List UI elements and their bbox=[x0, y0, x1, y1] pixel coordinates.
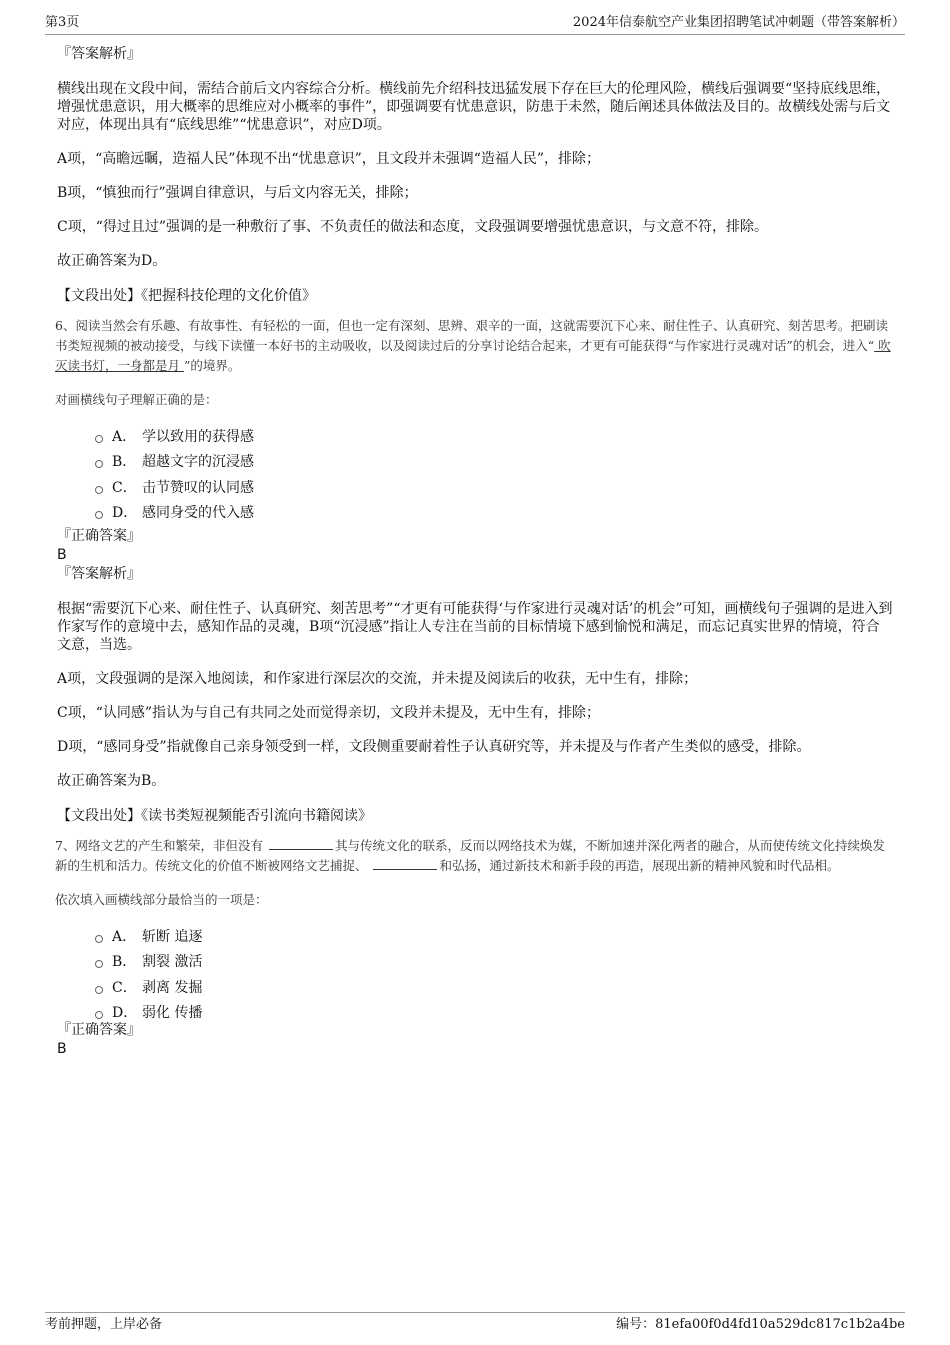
radio-icon[interactable] bbox=[95, 460, 103, 468]
question-7-options bbox=[95, 924, 893, 1026]
correct-answer: B bbox=[57, 547, 67, 563]
passage-source: 【文段出处】《把握科技伦理的文化价值》 bbox=[57, 288, 316, 304]
option-b[interactable]: B． 超越文字的沉浸感 bbox=[95, 450, 893, 476]
analysis-conclusion: 故正确答案为B。 bbox=[57, 773, 166, 789]
passage-source: 【文段出处】《读书类短视频能否引流向书籍阅读》 bbox=[57, 808, 372, 824]
radio-icon[interactable] bbox=[95, 435, 103, 443]
option-a[interactable]: A． 斩断 追逐 bbox=[95, 924, 893, 950]
footer-slogan: 考前押题，上岸必备 bbox=[45, 1317, 163, 1332]
page-header bbox=[45, 12, 905, 35]
question-6-options bbox=[95, 424, 893, 526]
analysis-heading: 『答案解析』 bbox=[57, 46, 141, 62]
underlined-sentence: 吹灭读书灯，一身都是月 bbox=[55, 338, 891, 373]
analysis-option-d: D项，“感同身受”指就像自己亲身领受到一样，文段侧重要耐着性子认真研究等，并未提及与作者产生类似的感受，排除。 bbox=[57, 739, 811, 755]
fill-blank-2 bbox=[373, 857, 437, 870]
analysis-option-c: C项，“得过且过”强调的是一种敷衍了事、不负责任的做法和态度，文段强调要增强忧患意识，与文意不符，排除。 bbox=[57, 219, 769, 235]
document-id: 编号：81efa00f0d4fd10a529dc817c1b2a4be bbox=[616, 1317, 905, 1332]
radio-icon[interactable] bbox=[95, 960, 103, 968]
question-7-stem: 7、网络文艺的产生和繁荣，非但没有 其与传统文化的联系，反而以网络技术为媒，不断加速并深化两者的融合，从而使传统文化持续焕发新的生机和活力。传统文化的价值不断被网络文艺捕捉、 和弘扬，通过新技术和新手段的再造，展现出新的精神风貌和时代品相。 bbox=[55, 838, 885, 873]
option-d[interactable]: D． 弱化 传播 bbox=[95, 1001, 893, 1027]
radio-icon[interactable] bbox=[95, 486, 103, 494]
option-b[interactable]: B． 割裂 激活 bbox=[95, 950, 893, 976]
page-content bbox=[57, 44, 893, 1058]
correct-answer-heading: 『正确答案』 bbox=[57, 1022, 141, 1038]
analysis-option-a: A项，文段强调的是深入地阅读，和作家进行深层次的交流，并未提及阅读后的收获，无中生有，排除； bbox=[57, 671, 698, 687]
document-title: 2024年信泰航空产业集团招聘笔试冲刺题（带答案解析） bbox=[572, 15, 905, 30]
radio-icon[interactable] bbox=[95, 935, 103, 943]
radio-icon[interactable] bbox=[95, 511, 103, 519]
question-7-prompt: 依次填入画横线部分最恰当的一项是： bbox=[55, 892, 268, 907]
option-a[interactable]: A． 学以致用的获得感 bbox=[95, 424, 893, 450]
page-number: 第3页 bbox=[45, 15, 80, 30]
analysis-paragraph: 根据“需要沉下心来、耐住性子、认真研究、刻苦思考”“才更有可能获得‘与作家进行灵魂对话’的机会”可知，画横线句子强调的是进入到作家写作的意境中去，感知作品的灵魂，B项“沉浸感”指让人专注在当前的目标情境下感到愉悦和满足，而忘记真实世界的情境，符合文意，当选。 bbox=[57, 601, 893, 653]
radio-icon[interactable] bbox=[95, 1011, 103, 1019]
analysis-option-b: B项，“慎独而行”强调自律意识，与后文内容无关，排除； bbox=[57, 185, 418, 201]
option-c[interactable]: C． 剥离 发掘 bbox=[95, 975, 893, 1001]
fill-blank-1 bbox=[269, 837, 333, 850]
option-d[interactable]: D． 感同身受的代入感 bbox=[95, 501, 893, 527]
option-c[interactable]: C． 击节赞叹的认同感 bbox=[95, 475, 893, 501]
correct-answer-heading: 『正确答案』 bbox=[57, 528, 141, 544]
analysis-option-c: C项，“认同感”指认为与自己有共同之处而觉得亲切，文段并未提及，无中生有，排除； bbox=[57, 705, 601, 721]
question-6-stem: 6、阅读当然会有乐趣、有故事性、有轻松的一面，但也一定有深刻、思辨、艰辛的一面，这就需要沉下心来、耐住性子、认真研究、刻苦思考。把刷读书类短视频的被动接受，与线下读懂一本好书的主动吸收，以及阅读过后的分享讨论结合起来，才更有可能获得“与作家进行灵魂对话”的机会，进入“ 吹灭读书灯，一身都是月 ”的境界。 bbox=[55, 318, 891, 373]
analysis-option-a: A项，“高瞻远瞩，造福人民”体现不出“忧患意识”，且文段并未强调“造福人民”，排除； bbox=[57, 151, 601, 167]
analysis-heading: 『答案解析』 bbox=[57, 566, 141, 582]
question-6-prompt: 对画横线句子理解正确的是： bbox=[55, 392, 218, 407]
page-footer bbox=[45, 1312, 905, 1332]
analysis-paragraph: 横线出现在文段中间，需结合前后文内容综合分析。横线前先介绍科技迅猛发展下存在巨大的伦理风险，横线后强调要“坚持底线思维，增强忧患意识，用大概率的思维应对小概率的事件”，即强调要有忧患意识，防患于未然，随后阐述具体做法及目的。故横线处需与后文对应，体现出具有“底线思维”“忧患意识”，对应D项。 bbox=[57, 81, 891, 133]
correct-answer: B bbox=[57, 1041, 67, 1057]
radio-icon[interactable] bbox=[95, 986, 103, 994]
analysis-conclusion: 故正确答案为D。 bbox=[57, 253, 167, 269]
